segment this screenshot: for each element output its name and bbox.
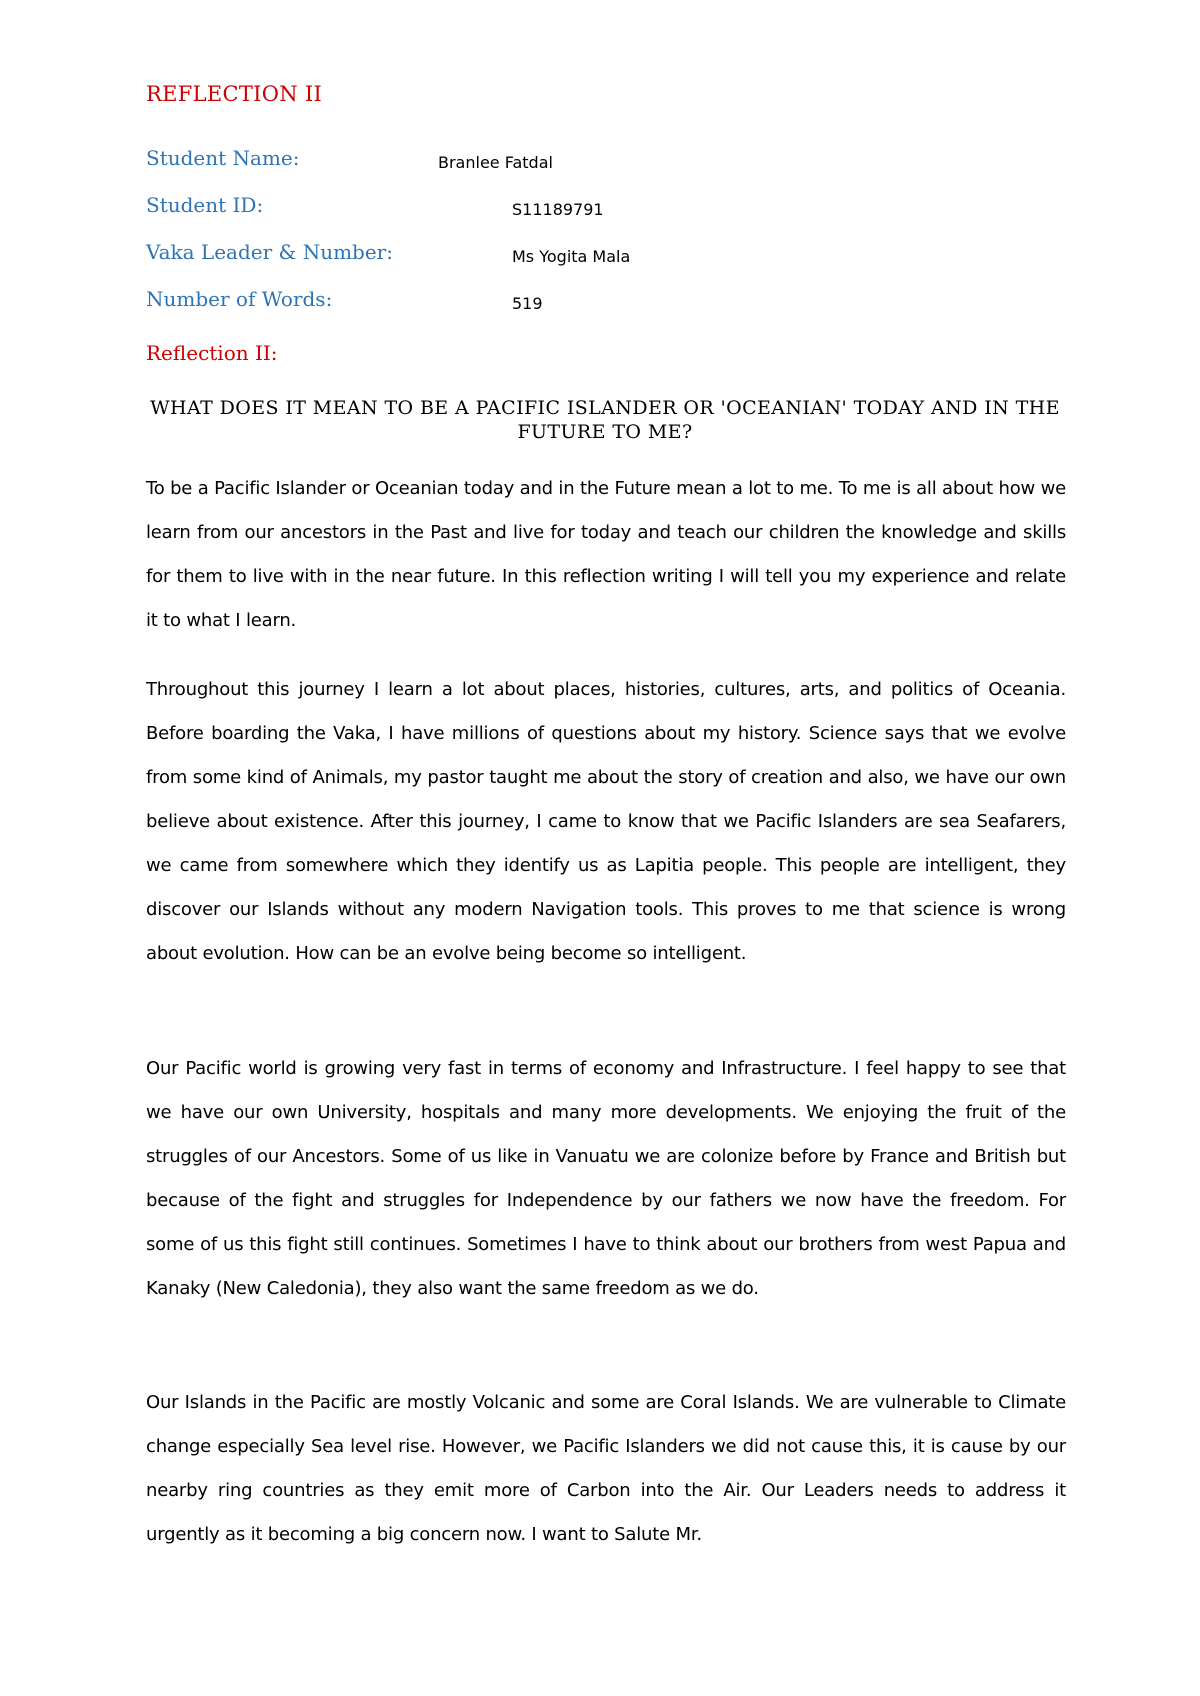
reflection-question: WHAT DOES IT MEAN TO BE A PACIFIC ISLANDER OR 'OCEANIAN' TODAY AND IN THE FUTURE TO ME? [150, 397, 1060, 443]
student-name-label: Student Name: [146, 146, 300, 170]
word-count-value: 519 [512, 294, 543, 313]
document-title: REFLECTION II [146, 82, 323, 106]
paragraph-2: Throughout this journey I learn a lot about places, histories, cultures, arts, and politics of Oceania. Before boarding the Vaka, I have millions of questions about my history. Science says that we evolve from some kind of Animals, my pastor taught me about the story of creation and also, we have our own believe about existence. After this journey, I came to know that we Pacific Islanders are sea Seafarers, we came from somewhere which they identify us as Lapitia people. This people are intelligent, they discover our Islands without any modern Navigation tools. This proves to me that science is wrong about evolution. How can be an evolve being become so intelligent. [146, 679, 1066, 964]
paragraph-4: Our Islands in the Pacific are mostly Volcanic and some are Coral Islands. We are vulnerable to Climate change especially Sea level rise. However, we Pacific Islanders we did not cause this, it is cause by our nearby ring countries as they emit more of Carbon into the Air. Our Leaders needs to address it urgently as it becoming a big concern now. I want to Salute Mr. [146, 1392, 1066, 1545]
paragraph-3: Our Pacific world is growing very fast in terms of economy and Infrastructure. I feel happy to see that we have our own University, hospitals and many more developments. We enjoying the fruit of the struggles of our Ancestors. Some of us like in Vanuatu we are colonize before by France and British but because of the fight and struggles for Independence by our fathers we now have the freedom. For some of us this fight still continues. Sometimes I have to think about our brothers from west Papua and Kanaky (New Caledonia), they also want the same freedom as we do. [146, 1058, 1066, 1299]
student-id-label: Student ID: [146, 193, 264, 217]
vaka-leader-label: Vaka Leader & Number: [146, 240, 393, 264]
student-id-value: S11189791 [512, 200, 604, 219]
student-name-value: Branlee Fatdal [438, 153, 553, 172]
paragraph-1: To be a Pacific Islander or Oceanian today and in the Future mean a lot to me. To me is all about how we learn from our ancestors in the Past and live for today and teach our children the knowledge and skills for them to live with in the near future. In this reflection writing I will tell you my experience and relate it to what I learn. [146, 478, 1066, 631]
word-count-label: Number of Words: [146, 287, 333, 311]
vaka-leader-value: Ms Yogita Mala [512, 247, 631, 266]
section-label: Reflection II: [146, 341, 278, 365]
